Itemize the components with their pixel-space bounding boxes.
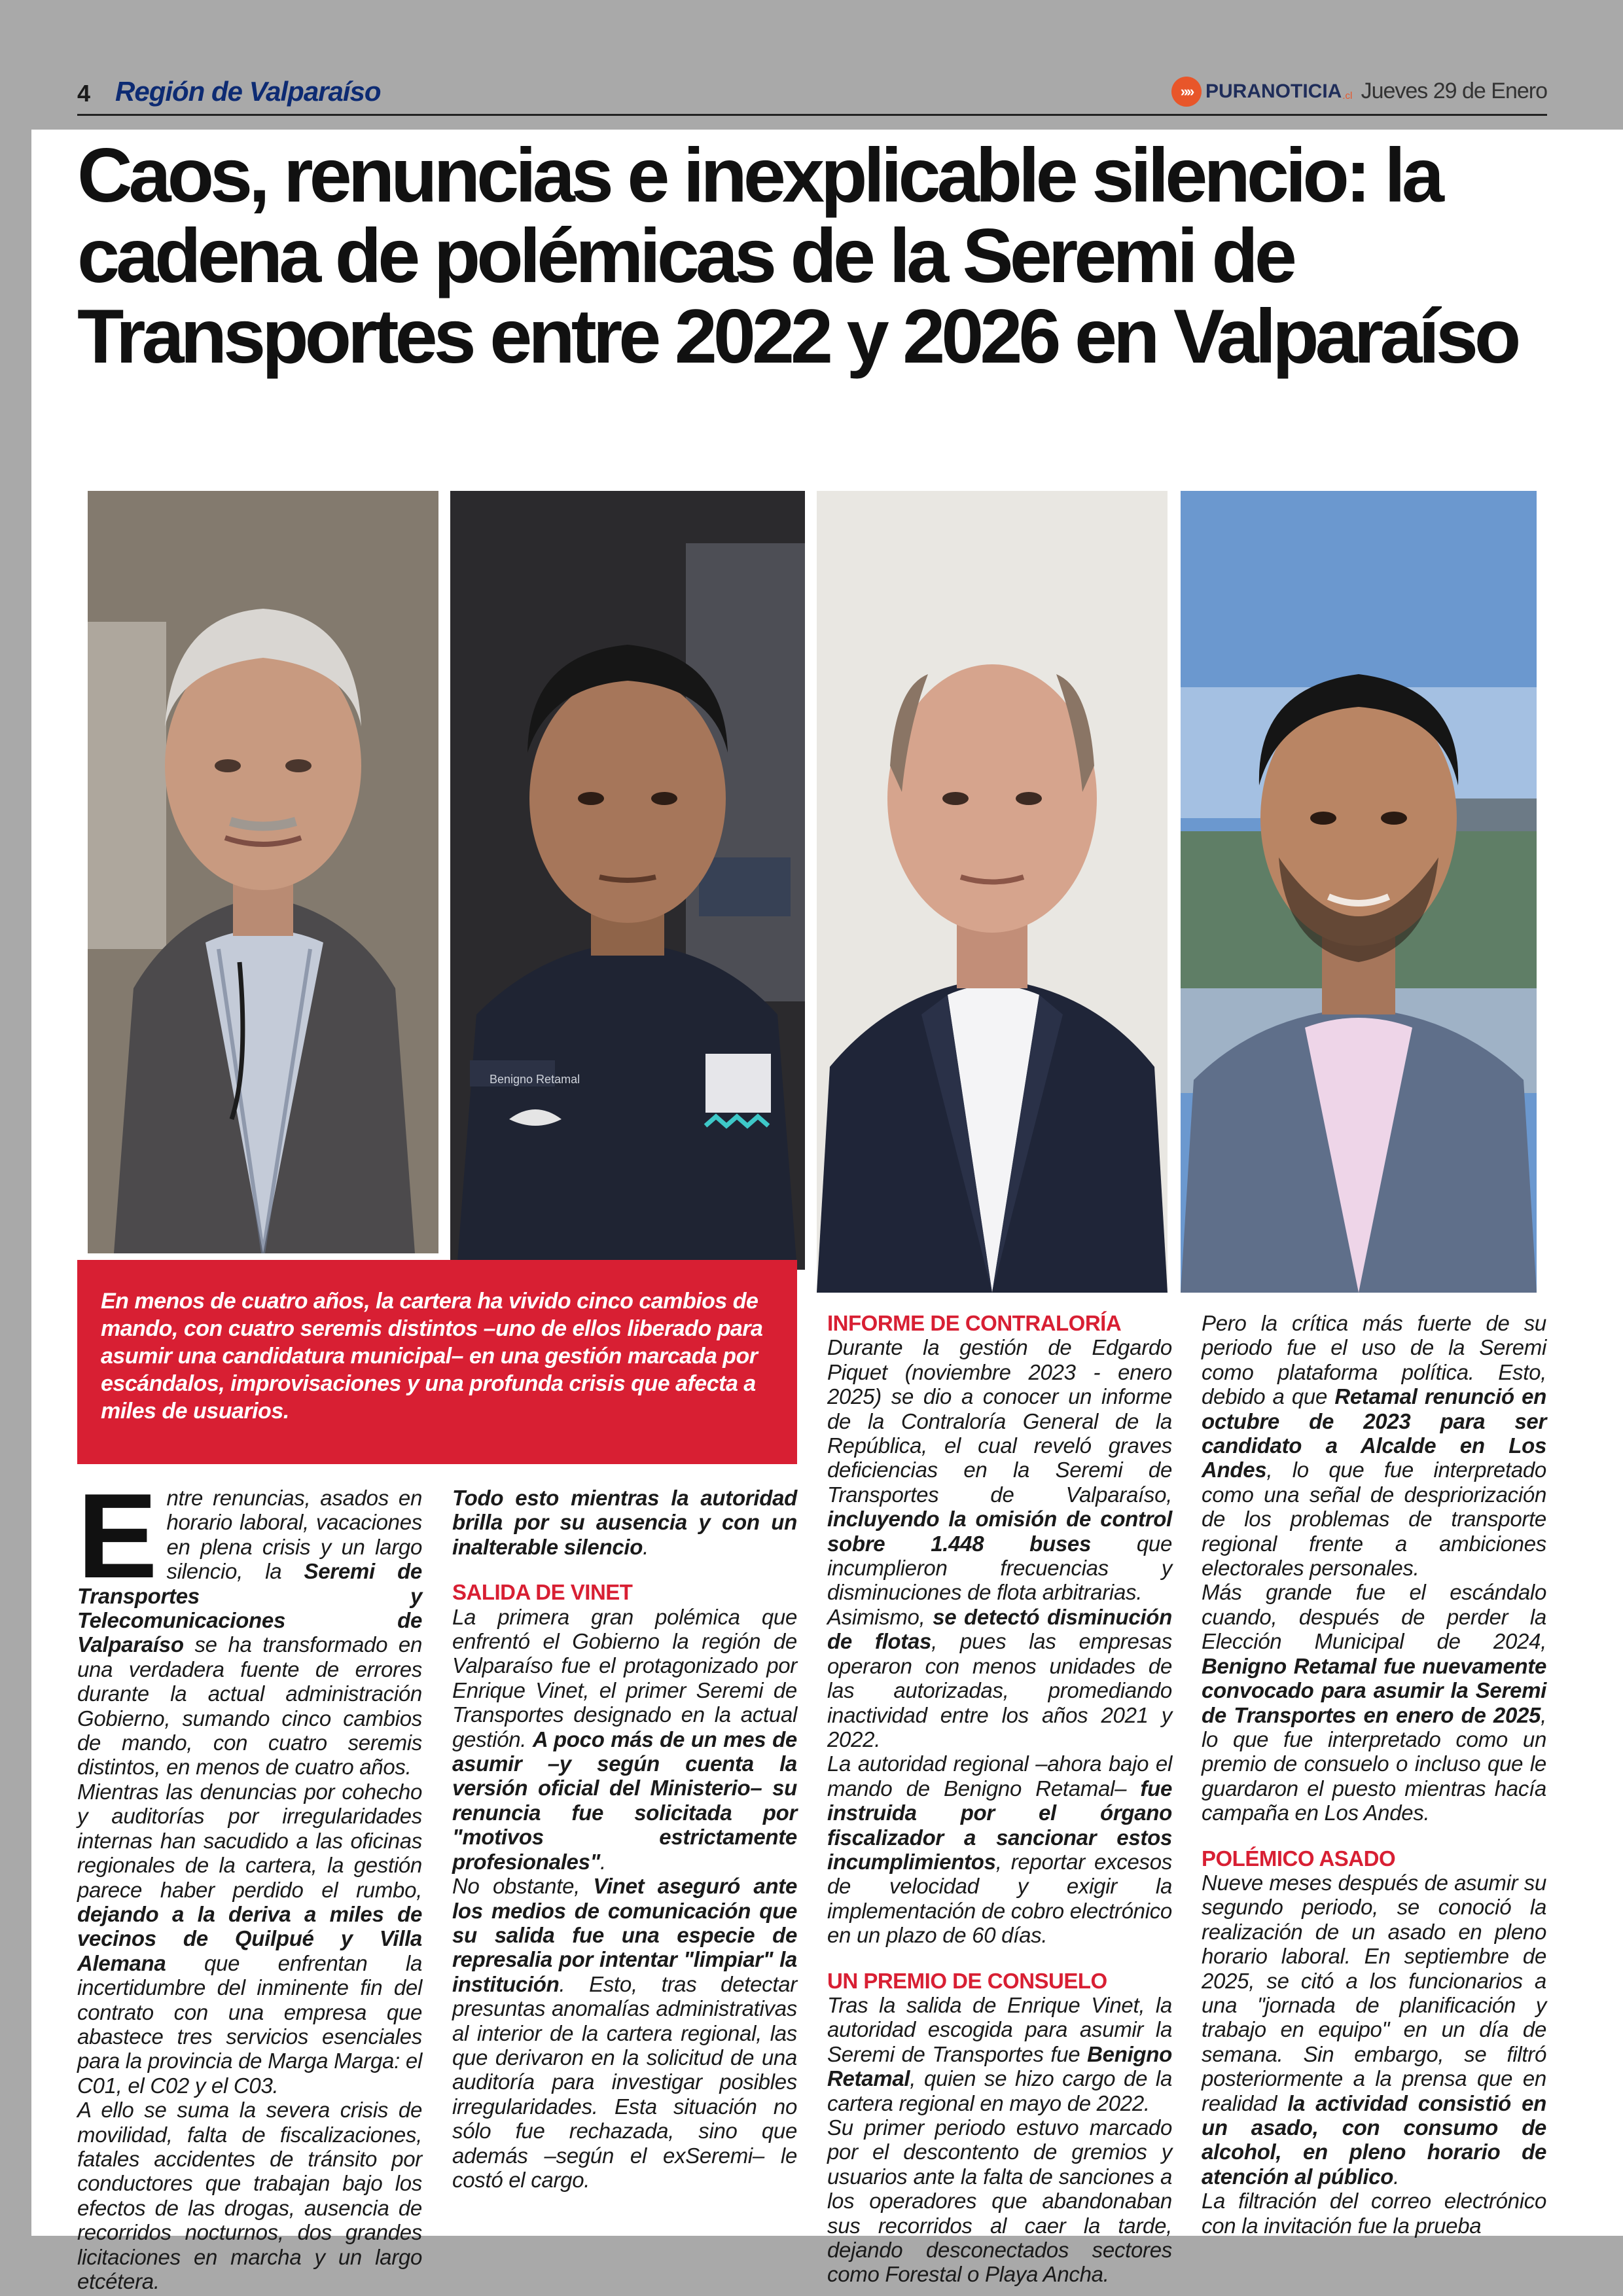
body-paragraph: La primera gran polémica que enfrentó el Gobierno la región de Valparaíso fue el protagonizado por Enrique Vinet, el primer Seremi de Transportes designado en la actual gestión. A poco más de un mes de asumir –y según cuenta la versión oficial del Ministerio– su renuncia fue solicitada por "motivos estrictamente profesionales". bbox=[452, 1604, 797, 1874]
portrait-4-illustration bbox=[1181, 491, 1537, 1293]
page-number: 4 bbox=[77, 80, 91, 107]
portrait-photo-2 bbox=[450, 491, 805, 1270]
portrait-photo-4 bbox=[1181, 491, 1537, 1293]
body-paragraph: Pero la crítica más fuerte de su periodo fue el uso de la Seremi como plataforma política. Esto, debido a que Retamal renunció en octubre de 2023 para ser candidato a Alcalde en Los Andes, lo que fue interpretado como una señal de despriorización de los problemas de transporte regional frente a ambiciones electorales personales. bbox=[1202, 1311, 1546, 1581]
article-column-3 bbox=[827, 1311, 1172, 2287]
logo-arrows-icon: »» bbox=[1171, 77, 1202, 107]
body-paragraph: No obstante, Vinet aseguró ante los medios de comunicación que su salida fue una especie de represalia por intentar "limpiar" la institución. Esto, tras detectar presuntas anomalías administrativas al interior de la cartera regional, las que derivaron en la solicitud de una auditoría para investigar posibles irregularidades. Esta situación no sólo fue rechazada, sino que además –según el exSeremi– le costó el cargo. bbox=[452, 1874, 797, 2192]
body-paragraph: Su primer periodo estuvo marcado por el descontento de gremios y usuarios ante la falta de sanciones a los operadores que abandonaban sus recorridos al caer la tarde, dejando desconectados sectores como Forestal o Playa Ancha. bbox=[827, 2115, 1172, 2287]
article-column-2 bbox=[452, 1486, 797, 2192]
article-headline: Caos, renuncias e inexplicable silencio: la cadena de polémicas de la Seremi de Transportes entre 2022 y 2026 en Valparaíso bbox=[77, 132, 1518, 379]
body-paragraph: La autoridad regional –ahora bajo el mando de Benigno Retamal– fue instruida por el órgano fiscalizador a sancionar estos incumplimientos, reportar excesos de velocidad y exigir la implementación de cobro electrónico en un plazo de 60 días. bbox=[827, 1751, 1172, 1948]
subheading-un-premio-de-consuelo: UN PREMIO DE CONSUELO bbox=[827, 1968, 1107, 1993]
lead-box bbox=[77, 1260, 797, 1464]
logo-text: PURANOTICIA bbox=[1205, 81, 1342, 102]
page-header bbox=[77, 73, 1547, 114]
header-rule bbox=[77, 114, 1547, 116]
portrait-3-illustration bbox=[817, 491, 1168, 1293]
section-title: Región de Valparaíso bbox=[115, 76, 381, 107]
body-paragraph: Nueve meses después de asumir su segundo periodo, se conoció la realización de un asado en pleno horario laboral. En septiembre de 2025, se citó a los funcionarios a una "jornada de planificación y trabajo en equipo" en un día de semana. Sin embargo, se filtró posteriormente a la prensa que en realidad la actividad consistió en un asado, con consumo de alcohol, en pleno horario de atención al público. bbox=[1202, 1870, 1547, 2189]
body-paragraph: Entre renuncias, asados en horario laboral, vacaciones en plena crisis y un largo silencio, la Seremi de Transportes y Telecomunicaciones de Valparaíso se ha transformado en una verdadera fuente de errores durante la actual administración Gobierno, sumando cinco cambios de mando, con cuatro seremis distintos, en menos de cuatro años. bbox=[77, 1468, 422, 1780]
portrait-2-illustration bbox=[450, 491, 805, 1270]
subheading-informe-de-contraloria: INFORME DE CONTRALORÍA bbox=[827, 1311, 1122, 1335]
body-paragraph: Durante la gestión de Edgardo Piquet (noviembre 2023 - enero 2025) se dio a conocer un informe de la Contraloría General de la República, el cual reveló graves deficiencias en la Seremi de Transportes de Valparaíso, incluyendo la omisión de control sobre 1.448 buses que incumplieron frecuencias y disminuciones de flota arbitrarias. bbox=[827, 1335, 1172, 1605]
body-paragraph: Más grande fue el escándalo cuando, después de perder la Elección Municipal de 2024, Benigno Retamal fue nuevamente convocado para asumir la Seremi de Transportes en enero de 2025, lo que fue interpretado como un premio de consuelo o incluso que le guardaron el puesto mientras hacía campaña en Los Andes. bbox=[1202, 1580, 1546, 1825]
body-paragraph: La filtración del correo electrónico con la invitación fue la prueba bbox=[1202, 2189, 1546, 2238]
body-paragraph: Mientras las denuncias por cohecho y auditorías por irregularidades internas han sacudido a las oficinas regionales de la cartera, la gestión parece haber perdido el rumbo, dejando a la deriva a miles de vecinos de Quilpué y Villa Alemana que enfrentan la incertidumbre del inminente fin del contrato con una empresa que abastece tres servicios esenciales para la provincia de Marga Marga: el C01, el C02 y el C03. bbox=[77, 1779, 422, 2098]
body-paragraph: Asimismo, se detectó disminución de flotas, pues las empresas operaron con menos unidades de las autorizadas, promediando inactividad entre los años 2021 y 2022. bbox=[827, 1604, 1173, 1751]
subheading-salida-de-vinet: SALIDA DE VINET bbox=[452, 1580, 633, 1605]
body-paragraph: Tras la salida de Enrique Vinet, la autoridad escogida para asumir la Seremi de Transportes fue Benigno Retamal, quien se hizo cargo de la cartera regional en mayo de 2022. bbox=[827, 1992, 1172, 2115]
body-paragraph: A ello se suma la severa crisis de movilidad, falta de fiscalizaciones, fatales accidentes de tránsito por conductores que trabajan bajo los efectos de las drogas, ausencia de recorridos nocturnos, dos grandes licitaciones en marcha y un largo etcétera. bbox=[77, 2098, 422, 2293]
subheading-polemico-asado: POLÉMICO ASADO bbox=[1202, 1846, 1396, 1871]
issue-date: Jueves 29 de Enero bbox=[1361, 79, 1547, 103]
body-paragraph-continued: Todo esto mientras la autoridad brilla por su ausencia y con un inalterable silencio. bbox=[452, 1486, 797, 1559]
lead-text: En menos de cuatro años, la cartera ha vivido cinco cambios de mando, con cuatro seremis distintos –uno de ellos liberado para asumir una candidatura municipal– en una gestión marcada por escándalos, improvisaciones y una profunda crisis que afecta a miles de usuarios. bbox=[101, 1289, 763, 1424]
portrait-photo-1 bbox=[88, 491, 438, 1253]
logo-suffix: .cl bbox=[1342, 90, 1353, 101]
drop-cap: E bbox=[77, 1468, 158, 1603]
uniform-name-badge: Benigno Retamal bbox=[490, 1073, 580, 1086]
article-column-1 bbox=[77, 1468, 422, 2293]
publication-logo[interactable] bbox=[1171, 76, 1352, 107]
article-column-4 bbox=[1202, 1311, 1546, 2238]
portrait-1-illustration bbox=[88, 491, 438, 1253]
portrait-photo-3 bbox=[817, 491, 1168, 1293]
